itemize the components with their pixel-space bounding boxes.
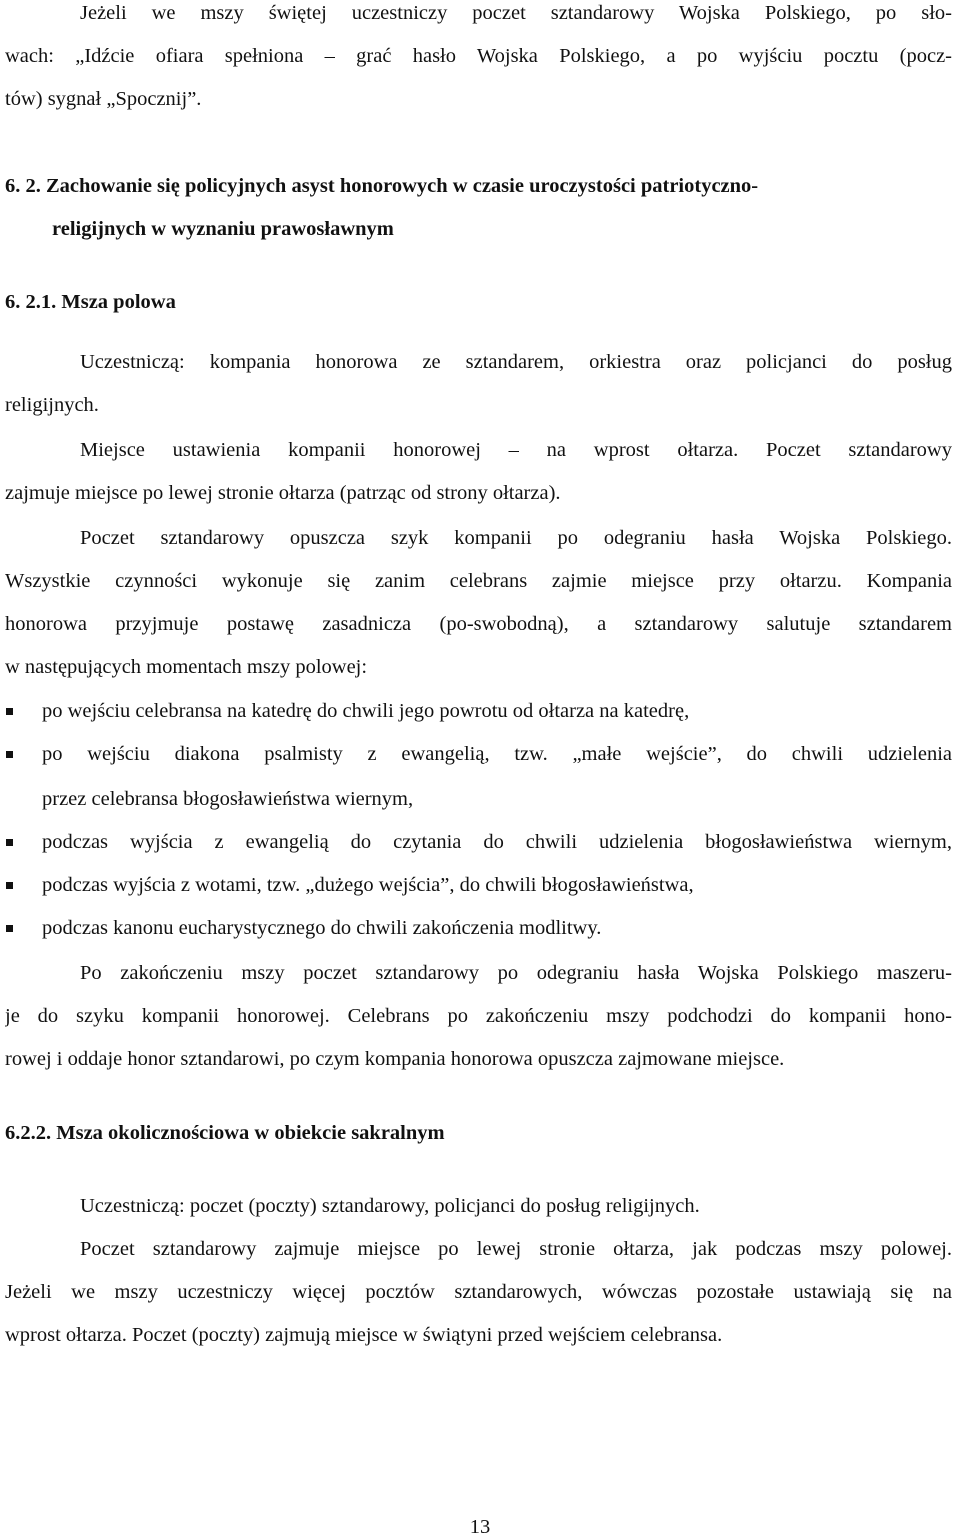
list-item-text: podczas kanonu eucharystycznego do chwili zakończenia modlitwy. [42, 917, 602, 939]
page-number: 13 [469, 1516, 491, 1538]
subsection-heading: 6.2.2. Msza okolicznościowa w obiekcie sakralnym [5, 1122, 445, 1144]
paragraph-line: Poczet sztandarowy opuszcza szyk kompanii po odegraniu hasła Wojska Polskiego. [80, 527, 952, 549]
section-heading: religijnych w wyznaniu prawosławnym [52, 218, 394, 240]
square-bullet-icon [6, 751, 13, 758]
paragraph-line: Jeżeli we mszy uczestniczy więcej pocztów sztandarowych, wówczas pozostałe ustawiają się na [5, 1281, 952, 1303]
list-item-text: po wejściu celebransa na katedrę do chwili jego powrotu od ołtarza na katedrę, [42, 700, 690, 722]
square-bullet-icon [6, 882, 13, 889]
paragraph-line: honorowa przyjmuje postawę zasadnicza (po-swobodną), a sztandarowy salutuje sztandarem [5, 613, 952, 635]
paragraph-line: rowej i oddaje honor sztandarowi, po czym kompania honorowa opuszcza zajmowane miejsce. [5, 1048, 785, 1070]
paragraph-line: tów) sygnał „Spocznij”. [5, 88, 202, 110]
list-item-text: podczas wyjścia z wotami, tzw. „dużego wejścia”, do chwili błogosławieństwa, [42, 874, 694, 896]
paragraph-line: Uczestniczą: poczet (poczty) sztandarowy, policjanci do posług religijnych. [80, 1195, 700, 1217]
subsection-heading: 6. 2.1. Msza polowa [5, 291, 176, 313]
paragraph-line: Miejsce ustawienia kompanii honorowej – na wprost ołtarza. Poczet sztandarowy [80, 439, 952, 461]
list-item-text: przez celebransa błogosławieństwa wiernym, [42, 788, 414, 810]
paragraph-line: w następujących momentach mszy polowej: [5, 656, 368, 678]
paragraph-line: Wszystkie czynności wykonuje się zanim celebrans zajmie miejsce przy ołtarzu. Kompania [5, 570, 952, 592]
paragraph-line: Poczet sztandarowy zajmuje miejsce po lewej stronie ołtarza, jak podczas mszy polowej. [80, 1238, 952, 1260]
section-heading: 6. 2. Zachowanie się policyjnych asyst honorowych w czasie uroczystości patriotyczno- [5, 175, 759, 197]
paragraph-line: Po zakończeniu mszy poczet sztandarowy po odegraniu hasła Wojska Polskiego maszeru- [80, 962, 952, 984]
square-bullet-icon [6, 839, 13, 846]
paragraph-line: wprost ołtarza. Poczet (poczty) zajmują miejsce w świątyni przed wejściem celebransa. [5, 1324, 723, 1346]
square-bullet-icon [6, 708, 13, 715]
list-item-text: podczas wyjścia z ewangelią do czytania do chwili udzielenia błogosławieństwa wiernym, [42, 831, 952, 853]
paragraph-line: Uczestniczą: kompania honorowa ze sztandarem, orkiestra oraz policjanci do posług [80, 351, 952, 373]
paragraph-line: zajmuje miejsce po lewej stronie ołtarza (patrząc od strony ołtarza). [5, 482, 561, 504]
paragraph-line: religijnych. [5, 394, 99, 416]
paragraph-line: Jeżeli we mszy świętej uczestniczy poczet sztandarowy Wojska Polskiego, po sło- [80, 2, 952, 24]
paragraph-line: wach: „Idźcie ofiara spełniona – grać hasło Wojska Polskiego, a po wyjściu pocztu (pocz- [5, 45, 952, 67]
square-bullet-icon [6, 925, 13, 932]
list-item-text: po wejściu diakona psalmisty z ewangelią, tzw. „małe wejście”, do chwili udzielenia [42, 743, 952, 765]
paragraph-line: je do szyku kompanii honorowej. Celebrans po zakończeniu mszy podchodzi do kompanii hono- [5, 1005, 952, 1027]
